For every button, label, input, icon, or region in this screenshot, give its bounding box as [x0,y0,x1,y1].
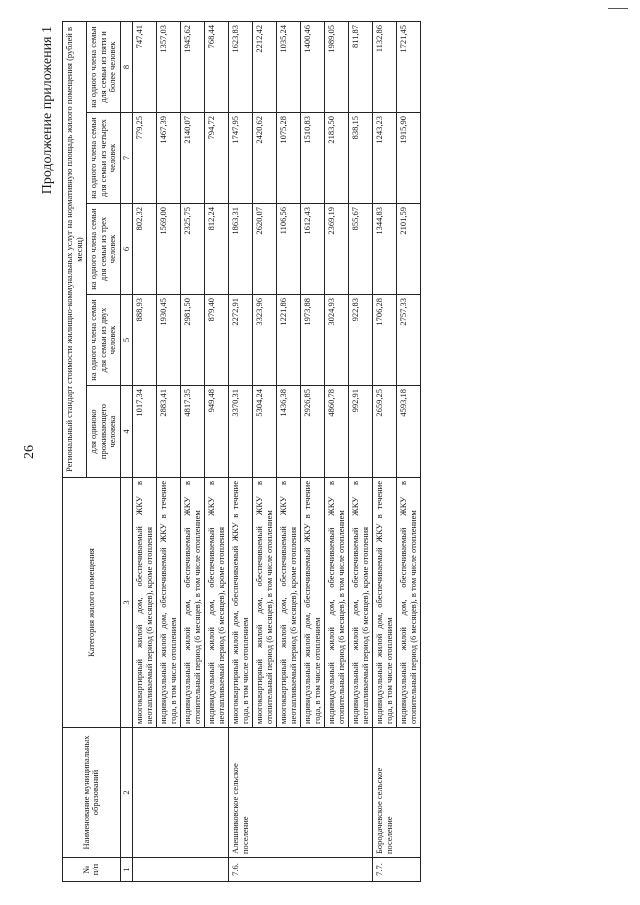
tariff-value: 1221,86 [277,295,301,386]
tariff-value: 1132,86 [373,21,397,112]
tariff-value: 2325,75 [181,204,205,295]
column-number: 7 [120,113,133,204]
column-number: 3 [120,478,133,728]
header-category: Категория жилого помещения [63,478,121,728]
tariff-value: 1106,56 [277,204,301,295]
tariff-value: 2369,19 [325,204,349,295]
header-sub-3: на одного члена семьи для семьи из трех человек [87,204,121,295]
tariff-value: 4817,35 [181,386,205,478]
tariff-value: 1721,45 [397,21,421,112]
table-row [229,21,253,881]
tariff-value: 4593,18 [397,386,421,478]
tariff-value: 1623,83 [229,21,253,112]
tariff-value: 1930,45 [157,295,181,386]
tariff-value: 5304,24 [253,386,277,478]
tariff-value: 1747,95 [229,113,253,204]
tariff-value: 1863,31 [229,204,253,295]
tariff-value: 794,72 [205,113,229,204]
tariff-value: 1510,83 [301,113,325,204]
housing-category: многоквартирный жилой дом, обеспечиваемый ЖКУ в течение года, в том числе отоплением [229,478,253,728]
housing-category: индивидуальный жилой дом, обеспечиваемый ЖКУ в отопительный период (6 месяцев), в том числе отоплением [181,478,205,728]
tariff-value: 2420,62 [253,113,277,204]
header-num: № п/п [63,858,121,882]
tariff-value: 1569,00 [157,204,181,295]
appendix-title: Продолжение приложения 1 [40,26,55,195]
tariff-value: 2272,91 [229,295,253,386]
tariff-value: 1945,62 [181,21,205,112]
housing-category: индивидуальный жилой дом, обеспечиваемый ЖКУ в течение года, в том числе отоплением [373,478,397,728]
tariff-value: 747,41 [133,21,157,112]
tariff-value: 1017,34 [133,386,157,478]
tariff-value: 2926,85 [301,386,325,478]
tariff-value: 949,48 [205,386,229,478]
page-number: 26 [22,445,37,459]
tariff-value: 1989,05 [325,21,349,112]
column-number: 8 [120,21,133,112]
tariff-value: 1344,83 [373,204,397,295]
tariff-value: 779,25 [133,113,157,204]
municipality-name: Бородачевское сельское поселение [373,728,421,858]
tariff-value: 2620,07 [253,204,277,295]
tariff-value: 992,91 [349,386,373,478]
table-row [373,21,397,881]
housing-category: индивидуальный жилой дом, обеспечиваемый ЖКУ в неотапливаемый период (6 месяцев), кроме отопления [205,478,229,728]
header-sub-1: для одиноко проживающего человека [87,386,121,478]
tariff-value: 1243,23 [373,113,397,204]
column-number: 6 [120,204,133,295]
tariff-value: 1400,46 [301,21,325,112]
row-number: 7.6. [229,858,373,882]
housing-category: многоквартирный жилой дом, обеспечиваемый ЖКУ в отопительный период (6 месяцев), в том числе отоплением [253,478,277,728]
tariff-value: 2981,50 [181,295,205,386]
tariff-value: 838,15 [349,113,373,204]
header-sub-2: на одного члена семьи для семьи из двух человек [87,295,121,386]
tariff-value: 1357,03 [157,21,181,112]
tariff-value: 802,32 [133,204,157,295]
tariff-value: 3323,96 [253,295,277,386]
column-number: 4 [120,386,133,478]
tariff-value: 1467,39 [157,113,181,204]
housing-category: индивидуальный жилой дом, обеспечиваемый ЖКУ в отопительный период (6 месяцев), в том числе отоплением [325,478,349,728]
tariff-value: 812,24 [205,204,229,295]
header-sub-4: на одного члена семьи для семьи из четырех человек [87,113,121,204]
table-row [133,21,157,881]
tariff-value: 2883,41 [157,386,181,478]
tariff-value: 1612,43 [301,204,325,295]
corner-mark [608,8,628,9]
municipality-name [133,728,229,858]
tariff-value: 1706,28 [373,295,397,386]
housing-category: многоквартирный жилой дом, обеспечиваемый ЖКУ в неотапливаемый период (6 месяцев), кроме отопления [277,478,301,728]
tariff-value: 2140,07 [181,113,205,204]
column-number: 2 [120,728,133,858]
header-sub-5: на одного члена семьи для семьи из пяти и более человек [87,21,121,112]
tariff-value: 879,40 [205,295,229,386]
tariff-value: 1035,24 [277,21,301,112]
tariff-value: 768,44 [205,21,229,112]
document-sheet [20,22,620,882]
tariff-table [62,21,421,882]
housing-category: индивидуальный жилой дом, обеспечиваемый ЖКУ в течение года, в том числе отоплением [301,478,325,728]
tariff-value: 811,87 [349,21,373,112]
tariff-value: 2183,50 [325,113,349,204]
municipality-name: Алешниковское сельское поселение [229,728,373,858]
tariff-value: 1075,28 [277,113,301,204]
header-standard: Региональный стандарт стоимости жилищно-коммунальных услуг на нормативную площадь жилого помещения (рублей в месяц) [63,21,87,477]
tariff-value: 1973,88 [301,295,325,386]
housing-category: индивидуальный жилой дом, обеспечиваемый ЖКУ в неотапливаемый период (6 месяцев), кроме отопления [349,478,373,728]
tariff-value: 1915,90 [397,113,421,204]
row-number: 7.7. [373,858,421,882]
column-number-row [120,21,133,881]
tariff-value: 3370,31 [229,386,253,478]
tariff-value: 4860,78 [325,386,349,478]
tariff-value: 2757,33 [397,295,421,386]
column-number: 1 [120,858,133,882]
tariff-value: 855,67 [349,204,373,295]
tariff-value: 888,93 [133,295,157,386]
tariff-value: 922,83 [349,295,373,386]
tariff-value: 3024,93 [325,295,349,386]
header-name: Наименование муниципальных образований [63,728,121,858]
row-number [133,858,229,882]
tariff-value: 2212,42 [253,21,277,112]
tariff-value: 1436,38 [277,386,301,478]
housing-category: индивидуальный жилой дом, обеспечиваемый ЖКУ в отопительный период (6 месяцев), в том числе отоплением [397,478,421,728]
housing-category: многоквартирный жилой дом, обеспечиваемый ЖКУ в неотапливаемый период (6 месяцев), кроме отопления [133,478,157,728]
tariff-value: 2659,25 [373,386,397,478]
housing-category: индивидуальный жилой дом, обеспечиваемый ЖКУ в течение года, в том числе отоплением [157,478,181,728]
tariff-value: 2101,59 [397,204,421,295]
column-number: 5 [120,295,133,386]
